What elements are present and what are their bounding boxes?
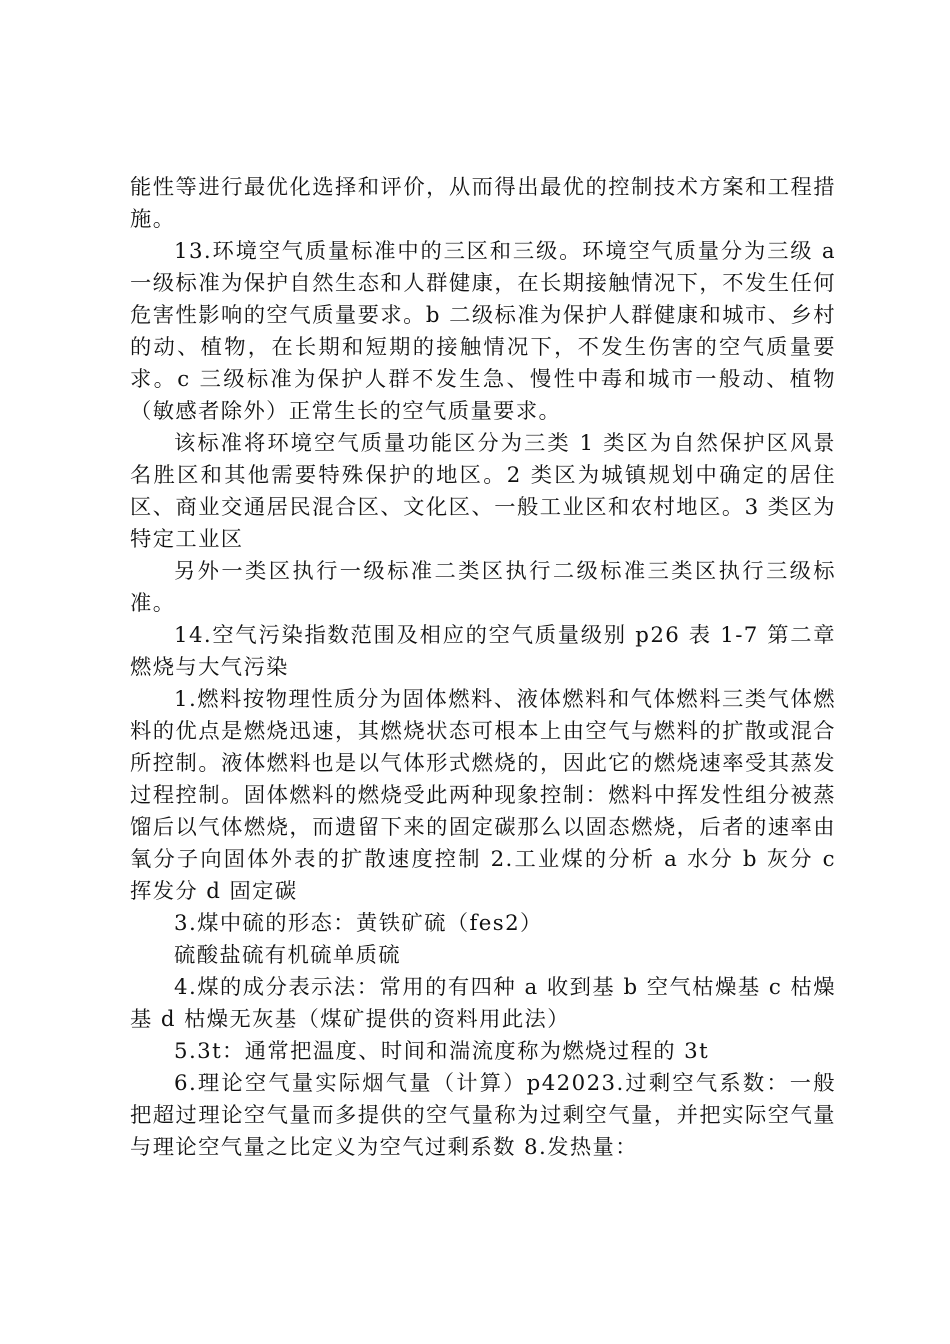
paragraph-coal-composition: 4.煤的成分表示法：常用的有四种 a 收到基 b 空气枯燥基 c 枯燥基 d 枯燥无灰基（煤矿提供的资料用此法） (130, 975, 836, 1032)
paragraph-zone-standards: 另外一类区执行一级标准二类区执行二级标准三类区执行三级标准。 (130, 559, 836, 616)
paragraph-item-14: 14.空气污染指数范围及相应的空气质量级别 p26 表 1-7 第二章燃烧与大气污染 (130, 623, 836, 680)
paragraph-zone-classes: 该标准将环境空气质量功能区分为三类 1 类区为自然保护区风景名胜区和其他需要特殊保护的地区。2 类区为城镇规划中确定的居住区、商业交通居民混合区、文化区、一般工业区和农村地区。3 类区为特定工业区 (130, 431, 836, 552)
paragraph-3t: 5.3t：通常把温度、时间和湍流度称为燃烧过程的 3t (174, 1039, 710, 1064)
paragraph-continuation: 能性等进行最优化选择和评价，从而得出最优的控制技术方案和工程措施。 (130, 175, 836, 232)
paragraph-sulfur-forms: 3.煤中硫的形态：黄铁矿硫（fes2） (174, 911, 543, 936)
paragraph-item-13: 13.环境空气质量标准中的三区和三级。环境空气质量分为三级 a 一级标准为保护自然生态和人群健康，在长期接触情况下，不发生任何危害性影响的空气质量要求。b 二级标准为保护人群健康和城市、乡村的动、植物，在长期和短期的接触情况下，不发生伤害的空气质量要求。c 三级标准为保护人群不发生急、慢性中毒和城市一般动、植物（敏感者除外）正常生长的空气质量要求。 (130, 239, 836, 424)
paragraph-fuel-types: 1.燃料按物理性质分为固体燃料、液体燃料和气体燃料三类气体燃料的优点是燃烧迅速，其燃烧状态可根本上由空气与燃料的扩散或混合所控制。液体燃料也是以气体形式燃烧的，因此它的燃烧速率受其蒸发过程控制。固体燃料的燃烧受此两种现象控制：燃料中挥发性组分被蒸馏后以气体燃烧，而遗留下来的固定碳那么以固态燃烧，后者的速率由氧分子向固体外表的扩散速度控制 2.工业煤的分析 a 水分 b 灰分 c 挥发分 d 固定碳 (130, 687, 836, 904)
document-page (130, 172, 836, 1164)
paragraph-sulfur-types: 硫酸盐硫有机硫单质硫 (174, 943, 401, 968)
paragraph-air-quantity: 6.理论空气量实际烟气量（计算）p42023.过剩空气系数：一般把超过理论空气量而多提供的空气量称为过剩空气量，并把实际空气量与理论空气量之比定义为空气过剩系数 8.发热量： (130, 1071, 836, 1160)
